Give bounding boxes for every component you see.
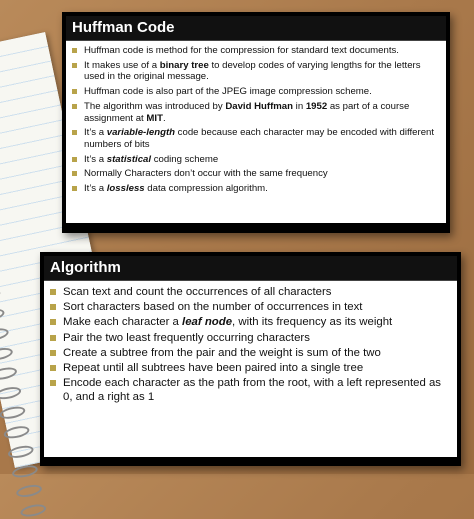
bullet-icon xyxy=(72,171,77,176)
list-item-text: Pair the two least frequently occurring characters xyxy=(63,331,310,344)
algorithm-list xyxy=(50,285,451,405)
list-item xyxy=(72,154,440,166)
list-item-text: It makes use of a xyxy=(84,59,160,71)
huffman-code-list xyxy=(72,45,440,195)
list-item-text: It’s a xyxy=(84,127,107,139)
list-item-text: variable-length xyxy=(106,127,176,139)
list-item-text: Normally Characters don’t occur with the same frequency xyxy=(84,168,328,180)
list-item-text: Create a subtree from the pair and the weight is sum of the two xyxy=(63,346,381,359)
bullet-icon xyxy=(72,89,77,94)
list-item-text: It’s a xyxy=(84,153,107,165)
list-item-text: in xyxy=(293,100,306,112)
list-item xyxy=(50,376,451,404)
notebook-spiral xyxy=(0,52,38,469)
list-item-text: Sort characters based on the number of occurrences in text xyxy=(63,301,363,314)
list-item-text: code because each character may be encoded with different numbers of bits xyxy=(84,127,435,150)
list-item xyxy=(50,361,451,375)
list-item xyxy=(50,331,451,345)
bullet-icon xyxy=(72,63,77,68)
bullet-icon xyxy=(50,380,56,386)
list-item-text: Huffman code is also part of the JPEG image compression scheme. xyxy=(84,86,372,98)
list-item xyxy=(50,315,451,329)
list-item xyxy=(72,127,440,150)
list-item-text: binary tree xyxy=(159,59,209,71)
list-item xyxy=(72,183,440,195)
bullet-icon xyxy=(50,350,56,356)
bullet-icon xyxy=(72,104,77,109)
list-item-text: Huffman code is method for the compression for standard text documents. xyxy=(84,45,399,56)
list-item xyxy=(72,86,440,98)
list-item xyxy=(72,45,440,57)
list-item-text: Scan text and count the occurrences of all characters xyxy=(63,286,332,298)
list-item-text: Make each character a xyxy=(63,316,183,329)
bullet-icon xyxy=(72,48,77,53)
list-item-text: Encode each character as the path from the root, with a left represented as 0, and a right as 1 xyxy=(63,377,442,404)
bullet-icon xyxy=(72,157,77,162)
list-item xyxy=(50,346,451,360)
list-item xyxy=(72,101,440,124)
list-item-text: lossless xyxy=(106,183,145,195)
list-item-text: David Huffman xyxy=(225,100,294,112)
huffman-code-card xyxy=(62,12,450,233)
bullet-icon xyxy=(72,186,77,191)
list-item xyxy=(72,60,440,83)
bullet-icon xyxy=(50,335,56,341)
bullet-icon xyxy=(50,304,56,310)
list-item xyxy=(50,285,451,299)
list-item-text: , with its frequency as its weight xyxy=(232,316,393,329)
list-item-text: leaf node xyxy=(182,316,233,329)
list-item-text: Repeat until all subtrees have been paired into a single tree xyxy=(63,362,364,375)
list-item-text: It’s a xyxy=(84,183,107,195)
list-item-text: as part of a course assignment at xyxy=(84,100,410,124)
list-item xyxy=(72,168,440,180)
list-item-text: . xyxy=(162,112,166,124)
list-item-text: The algorithm was introduced by xyxy=(84,100,226,112)
bullet-icon xyxy=(50,365,56,371)
list-item-text: MIT xyxy=(146,112,163,124)
bullet-icon xyxy=(50,319,56,325)
huffman-code-body xyxy=(66,41,446,223)
list-item-text: statistical xyxy=(106,153,152,165)
list-item xyxy=(50,300,451,314)
bullet-icon xyxy=(50,289,56,295)
list-item-text: coding scheme xyxy=(151,153,219,165)
list-item-text: to develop codes of varying lengths for the letters used in the original message. xyxy=(84,59,421,83)
bullet-icon xyxy=(72,130,77,135)
algorithm-body xyxy=(44,281,457,457)
huffman-code-title: Huffman Code xyxy=(66,16,446,41)
algorithm-card xyxy=(40,252,461,466)
list-item-text: 1952 xyxy=(305,100,328,112)
list-item-text: data compression algorithm. xyxy=(144,183,268,195)
algorithm-title: Algorithm xyxy=(44,256,457,281)
